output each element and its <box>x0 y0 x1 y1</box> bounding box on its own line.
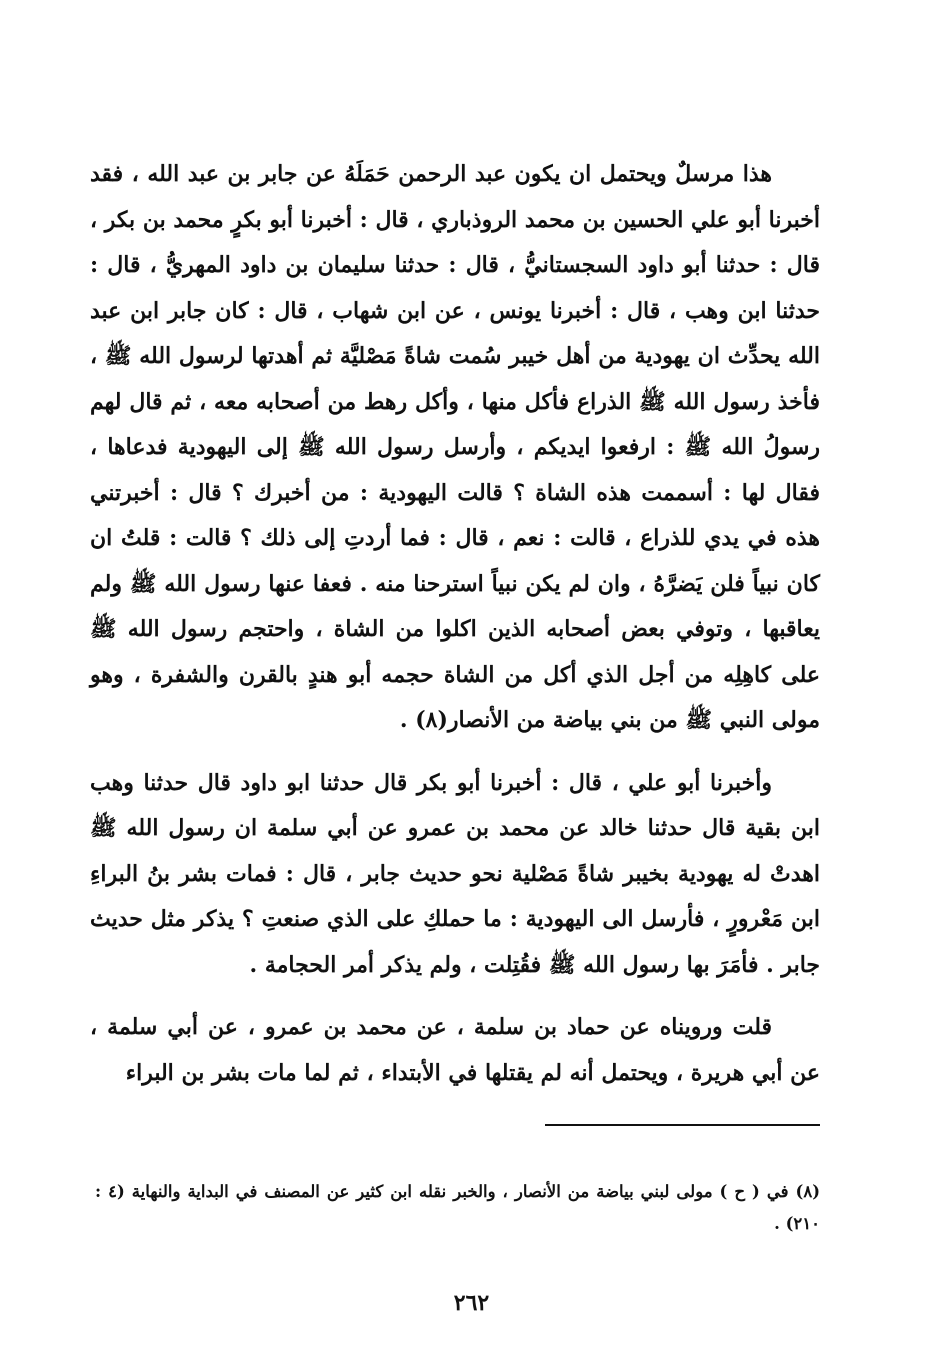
footnote-divider <box>545 1124 820 1126</box>
page-number: ٢٦٢ <box>453 1290 490 1316</box>
footnote: (٨) في ( ح ) مولى لبني بياضة من الأنصار ، والخبر نقله ابن كثير عن المصنف في البداية والنهاية (٤ : ٢١٠) . <box>95 1182 820 1233</box>
main-text <box>90 152 820 1113</box>
paragraph-3: قلت ورويناه عن حماد بن سلمة ، عن محمد بن عمرو ، عن أبي سلمة ، عن أبي هريرة ، ويحتمل أنه لم يقتلها في الأبتداء ، ثم لما مات بشر بن البراء <box>90 1014 820 1086</box>
paragraph-2: وأخبرنا أبو علي ، قال : أخبرنا أبو بكر قال حدثنا ابو داود قال حدثنا وهب ابن بقية قال حدثنا خالد عن محمد بن عمرو عن أبي سلمة ان رسول الله ﷺ اهدتْ له يهودية بخيبر شاةً مَصْلية نحو حديث جابر ، قال : فمات بشر بنُ البراءِ ابن مَعْرورٍ ، فأرسل الى اليهودية : ما حملكِ على الذي صنعتِ ؟ يذكر مثل حديث جابر . فأمَرَ بها رسول الله ﷺ فقُتِلت ، ولم يذكر أمر الحجامة . <box>90 769 820 978</box>
paragraph-1: هذا مرسلٌ ويحتمل ان يكون عبد الرحمن حَمَلَهُ عن جابر بن عبد الله ، فقد أخبرنا أبو علي الحسين بن محمد الروذباري ، قال : أخبرنا أبو بكرٍ محمد بن بكر ، قال : حدثنا أبو داود السجستانيُّ ، قال : حدثنا سليمان بن داود المهريُّ ، قال : حدثنا ابن وهب ، قال : أخبرنا يونس ، عن ابن شهاب ، قال : كان جابر ابن عبد الله يحدِّث ان يهودية من أهل خيبر سُمت شاةً مَصْليَّة ثم أهدتها لرسول الله ﷺ ، فأخذ رسول الله ﷺ الذراع فأكل منها ، وأكل رهط من أصحابه معه ، ثم قال لهم رسولُ الله ﷺ : ارفعوا ايديكم ، وأرسل رسول الله ﷺ إلى اليهودية فدعاها ، فقال لها : أسممت هذه الشاة ؟ قالت اليهودية : من أخبرك ؟ قال : أخبرتني هذه في يدي للذراع ، قالت : نعم ، قال : فما أردتِ إلى ذلك ؟ قالت : قلتُ ان كان نبياً فلن يَضرَّهُ ، وان لم يكن نبياً استرحنا منه . فعفا عنها رسول الله ﷺ ولم يعاقبها ، وتوفي بعض أصحابه الذين اكلوا من الشاة ، واحتجم رسول الله ﷺ على كاهِلِه من أجل الذي أكل من الشاة حجمه أبو هندٍ بالقرن والشفرة ، وهو مولى النبي ﷺ من بني بياضة من الأنصار(٨) . <box>90 161 820 733</box>
